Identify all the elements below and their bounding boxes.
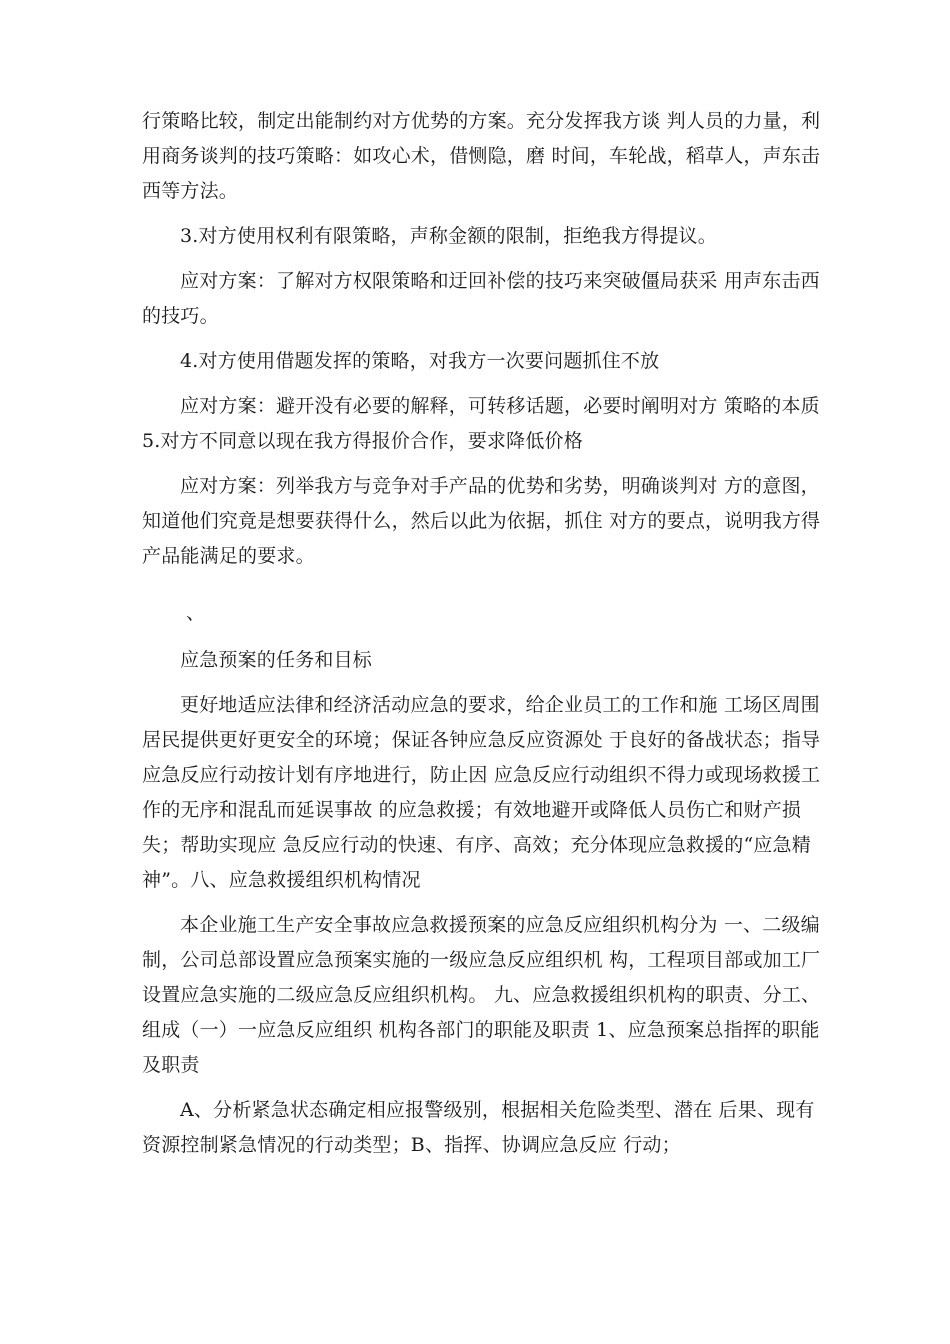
paragraph-tasks-goals: 更好地适应法律和经济活动应急的要求，给企业员工的工作和施 工场区周围居民提供更好更安全的环境；保证各钟应急反应资源处 于良好的备战状态；指导应急反应行动按计划有序地进行，防止因 应急反应行动组织不得力或现场救援工作的无序和混乱而延误事故 的应急救援；有效地避开或降低人员伤亡和财产损失；帮助实现应 急反应行动的快速、有序、高效；充分体现应急救援的“应急精 神”。八、应急救援组织机构情况 (142, 694, 821, 891)
paragraph-item-3: 3.对方使用权利有限策略，声称金额的限制，拒绝我方得提议。 (180, 225, 717, 247)
document-body (142, 104, 832, 1163)
paragraph-response-3: 应对方案：了解对方权限策略和迂回补偿的技巧来突破僵局获采 用声东击西的技巧。 (142, 270, 820, 327)
paragraph-strategy-comparison: 行策略比较，制定出能制约对方优势的方案。充分发挥我方谈 判人员的力量，利用商务谈判的技巧策略：如攻心术，借恻隐，磨 时间，车轮战，稻草人，声东击西等方法。 (142, 110, 821, 202)
paragraph-organization: 本企业施工生产安全事故应急救援预案的应急反应组织机构分为 一、二级编制，公司总部设置应急预案实施的一级应急反应组织机 构，工程项目部或加工厂设置应急实施的二级应急反应组织机构。 九、应急救援组织机构的职责、分工、组成（一）一应急反应组织 机构各部门的职能及职责 1、应急预案总指挥的职能及职责 (142, 914, 821, 1076)
punctuation-mark: 、 (186, 602, 206, 624)
paragraph-response-4: 应对方案：避开没有必要的解释，可转移话题，必要时阐明对方 策略的本质 5.对方不同意以现在我方得报价合作，要求降低价格 (142, 395, 820, 452)
section-heading: 应急预案的任务和目标 (180, 649, 373, 671)
paragraph-duties: A、分析紧急状态确定相应报警级别，根据相关危险类型、潜在 后果、现有资源控制紧急情况的行动类型；B、指挥、协调应急反应 行动； (142, 1099, 815, 1156)
paragraph-item-4: 4.对方使用借题发挥的策略，对我方一次要问题抓住不放 (180, 350, 660, 372)
paragraph-response-5: 应对方案：列举我方与竞争对手产品的优势和劣势，明确谈判对 方的意图，知道他们究竟是想要获得什么，然后以此为依据，抓住 对方的要点，说明我方得产品能满足的要求。 (142, 475, 821, 567)
